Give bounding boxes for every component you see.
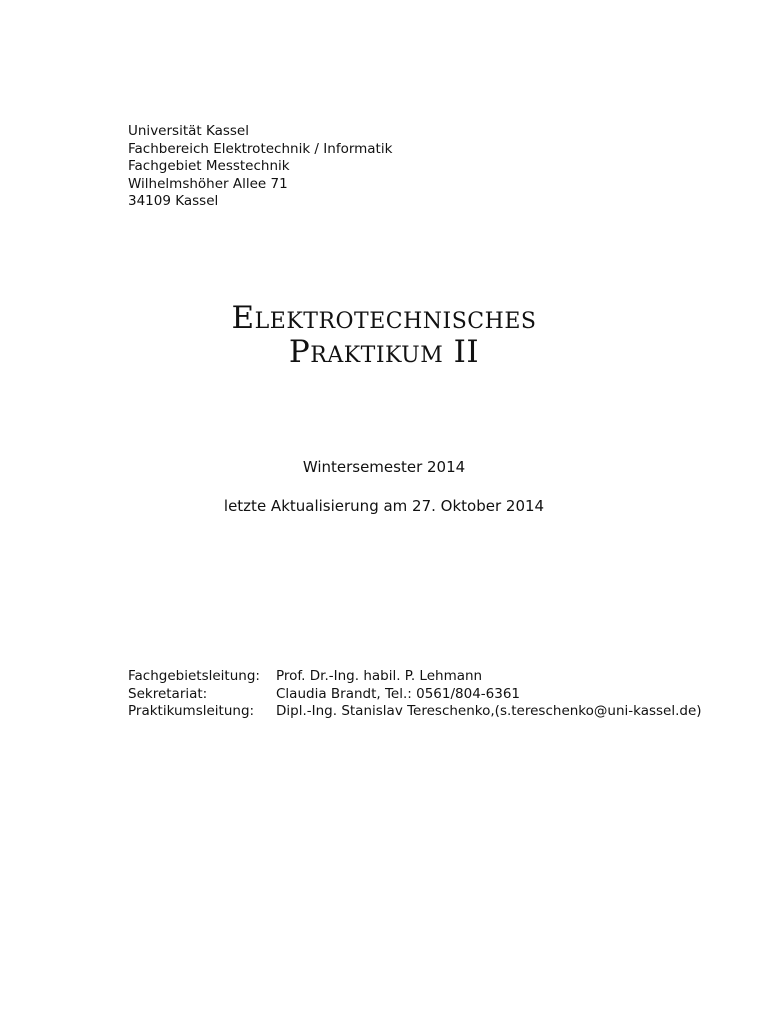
staff-row-head <box>128 668 702 686</box>
last-update-label: letzte Aktualisierung am 27. Oktober 2014 <box>223 497 545 515</box>
staff-role-value: Claudia Brandt, Tel.: 0561/804-6361 <box>276 685 521 702</box>
sender-address-block <box>128 123 392 211</box>
staff-row-secretary <box>128 686 702 704</box>
document-title <box>0 301 768 369</box>
staff-role-value: Prof. Dr.-Ing. habil. P. Lehmann <box>276 668 483 684</box>
address-street: Wilhelmshöher Allee 71 <box>128 175 288 192</box>
address-department: Fachbereich Elektrotechnik / Informatik <box>128 140 393 157</box>
staff-role-label: Sekretariat: <box>128 685 208 702</box>
staff-row-lab-lead <box>128 703 702 721</box>
title-line-2: Praktikum II <box>288 334 480 370</box>
staff-role-label: Fachgebietsleitung: <box>128 668 260 684</box>
staff-role-label: Praktikumsleitung: <box>128 703 255 719</box>
staff-list <box>128 668 702 721</box>
address-city: 34109 Kassel <box>128 193 219 210</box>
staff-role-value: Dipl.-Ing. Stanislav Tereschenko,(s.tereschenko@uni-kassel.de) <box>276 703 702 719</box>
address-university: Universität Kassel <box>128 123 249 139</box>
address-chair: Fachgebiet Messtechnik <box>128 158 290 175</box>
semester-label: Wintersemester 2014 <box>302 458 466 476</box>
title-line-1: Elektrotechnisches <box>231 300 537 336</box>
